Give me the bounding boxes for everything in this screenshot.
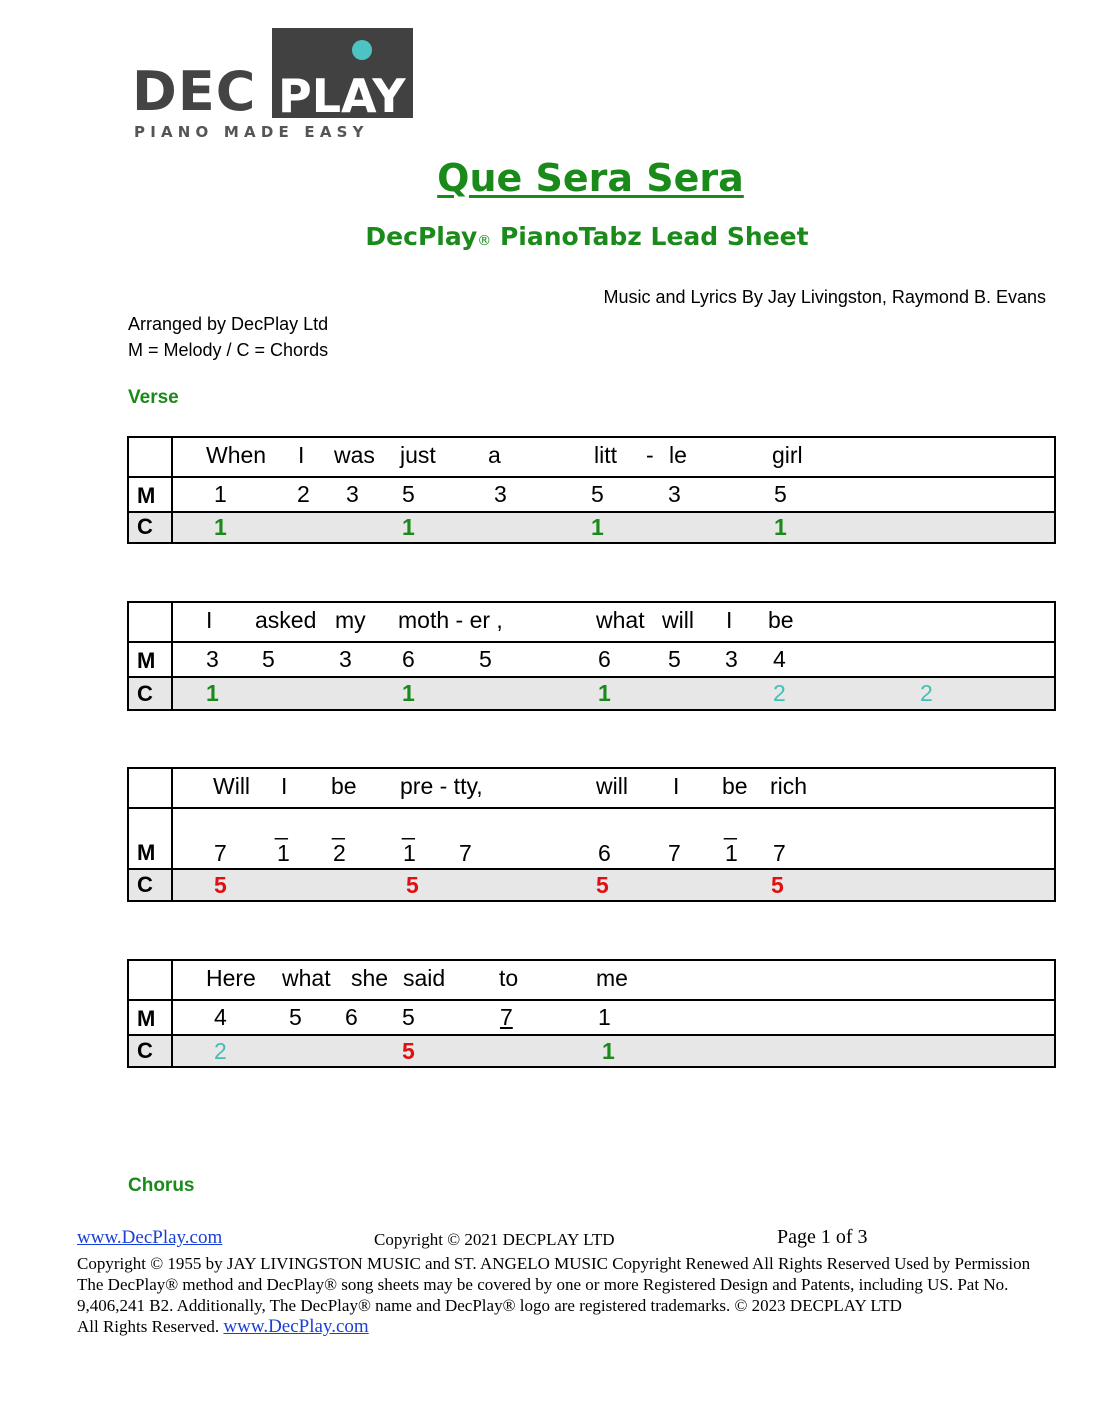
melody-note: 4 — [773, 646, 786, 672]
melody-note: 1 — [725, 840, 738, 866]
row-label-empty — [129, 769, 173, 807]
lyric: will — [662, 607, 694, 633]
song-title: Que Sera Sera — [437, 156, 744, 200]
lyrics-row — [129, 961, 1054, 1001]
tab-table-3 — [127, 767, 1056, 902]
lyric: moth - er , — [398, 607, 503, 633]
registered-mark: ® — [477, 233, 492, 249]
melody-row — [129, 809, 1054, 870]
melody-note: 1 — [598, 1004, 611, 1030]
high-octave-bar: _ — [275, 814, 288, 840]
lyric: what — [596, 607, 645, 633]
music-credits: Music and Lyrics By Jay Livingston, Raymond B. Evans — [603, 287, 1046, 307]
section-verse: Verse — [128, 387, 179, 408]
melody-note: 3 — [206, 646, 219, 672]
melody-note: 7 — [773, 840, 786, 866]
melody-label: M — [137, 648, 156, 673]
logo-play-text: PLAY — [278, 69, 406, 123]
high-octave-bar: _ — [332, 814, 345, 840]
lyric: what — [282, 965, 331, 991]
chord-number: 5 — [402, 1038, 415, 1064]
subtitle-brand: DecPlay — [365, 222, 478, 251]
melody-note: 5 — [479, 646, 492, 672]
lyric: will — [596, 773, 628, 799]
lyric: just — [400, 442, 436, 468]
lyric: pre - tty, — [400, 773, 483, 799]
melody-note-low: 7 — [500, 1004, 513, 1030]
row-label-chords — [129, 1036, 173, 1066]
melody-note: 6 — [598, 646, 611, 672]
melody-note: 5 — [591, 481, 604, 507]
lyric: my — [335, 607, 366, 633]
row-label-chords — [129, 678, 173, 709]
row-label-melody — [129, 643, 173, 676]
chord-number: 1 — [774, 514, 787, 540]
row-label-chords — [129, 513, 173, 542]
melody-note: 2 — [333, 840, 346, 866]
lyric: she — [351, 965, 389, 991]
melody-row — [129, 643, 1054, 678]
chord-number: 1 — [602, 1038, 615, 1064]
lyric: me — [596, 965, 628, 991]
chord-number: 5 — [406, 872, 419, 898]
chords-label: C — [137, 681, 153, 706]
melody-note: 3 — [339, 646, 352, 672]
melody-note: 5 — [402, 1004, 415, 1030]
row-label-empty — [129, 438, 173, 476]
lyric: girl — [772, 442, 803, 468]
row-label-empty — [129, 603, 173, 641]
row-label-melody — [129, 478, 173, 511]
section-chorus: Chorus — [128, 1175, 195, 1196]
melody-chords-legend: M = Melody / C = Chords — [128, 340, 329, 360]
lyrics-row — [129, 769, 1054, 809]
lyric: Here — [206, 965, 256, 991]
row-label-melody — [129, 809, 173, 868]
row-label-empty — [129, 961, 173, 999]
melody-note: 7 — [459, 840, 472, 866]
lyric: I — [673, 773, 680, 799]
lyric: litt — [594, 442, 617, 468]
lyric: le — [669, 442, 687, 468]
lyric: I — [281, 773, 288, 799]
chord-number: 2 — [773, 680, 786, 706]
lyric: - — [646, 442, 654, 468]
lyric: a — [488, 442, 501, 468]
arrangement-info — [128, 311, 328, 363]
chords-row — [129, 1036, 1054, 1066]
tab-table-2 — [127, 601, 1056, 711]
chord-number: 5 — [596, 872, 609, 898]
logo-dot-icon — [352, 40, 372, 60]
melody-note: 7 — [214, 840, 227, 866]
chord-number: 2 — [214, 1038, 227, 1064]
lyric: Will — [213, 773, 251, 799]
row-label-melody — [129, 1001, 173, 1034]
melody-note: 5 — [668, 646, 681, 672]
melody-note: 3 — [725, 646, 738, 672]
page-number: Page 1 of 3 — [777, 1226, 868, 1248]
chord-number: 1 — [598, 680, 611, 706]
tab-table-1 — [127, 436, 1056, 544]
chord-number: 1 — [402, 514, 415, 540]
lyric: I — [206, 607, 213, 633]
lyric: said — [403, 965, 446, 991]
melody-note: 6 — [598, 840, 611, 866]
melody-note: 5 — [402, 481, 415, 507]
melody-note: 5 — [262, 646, 275, 672]
lyric: was — [334, 442, 375, 468]
melody-row — [129, 1001, 1054, 1036]
chord-number: 1 — [214, 514, 227, 540]
lyric: I — [298, 442, 305, 468]
chords-row — [129, 678, 1054, 709]
melody-note: 3 — [494, 481, 507, 507]
lyric: When — [206, 442, 267, 468]
logo-tagline: PIANO MADE EASY — [134, 123, 369, 141]
footer-copyright: Copyright © 2021 DECPLAY LTD — [374, 1230, 615, 1249]
chords-label: C — [137, 872, 153, 897]
melody-label: M — [137, 483, 156, 508]
chord-number: 5 — [771, 872, 784, 898]
lyric: be — [331, 773, 357, 799]
lyric: rich — [770, 773, 808, 799]
melody-note: 7 — [668, 840, 681, 866]
melody-note: 3 — [346, 481, 359, 507]
melody-note: 2 — [297, 481, 310, 507]
rights-line — [77, 1316, 1037, 1337]
chord-number: 1 — [591, 514, 604, 540]
melody-label: M — [137, 1006, 156, 1031]
lyric: I — [726, 607, 733, 633]
lyric: be — [722, 773, 748, 799]
page-footer — [77, 1227, 1037, 1337]
melody-note: 3 — [668, 481, 681, 507]
legal-text: Copyright © 1955 by JAY LIVINGSTON MUSIC and ST. ANGELO MUSIC Copyright Renewed All Rights Reserved Used by Permission The DecPlay® method and DecPlay® song sheets may be covered by one or more Registered Design and Patents, including US. Pat No. 9,406,241 B2. Additionally, The DecPlay® name and DecPlay® logo are registered trademarks. © 2023 DECPLAY LTD — [77, 1254, 1031, 1315]
decplay-logo — [132, 28, 422, 140]
logo-dec-text: DEC — [132, 60, 257, 123]
chord-number: 2 — [920, 680, 933, 706]
chord-number: 1 — [402, 680, 415, 706]
melody-note: 6 — [345, 1004, 358, 1030]
tab-table-4 — [127, 959, 1056, 1068]
melody-note: 1 — [277, 840, 290, 866]
row-label-chords — [129, 870, 173, 900]
melody-note: 5 — [289, 1004, 302, 1030]
website-link-bottom[interactable]: www.DecPlay.com — [223, 1316, 369, 1337]
chords-label: C — [137, 1038, 153, 1063]
chords-row — [129, 870, 1054, 900]
melody-note: 1 — [214, 481, 227, 507]
lyrics-row — [129, 438, 1054, 478]
melody-note: 4 — [214, 1004, 227, 1030]
high-octave-bar: _ — [402, 814, 415, 840]
lyric: asked — [255, 607, 317, 633]
melody-row — [129, 478, 1054, 513]
lyric: to — [499, 965, 519, 991]
melody-note: 1 — [403, 840, 416, 866]
melody-note: 5 — [774, 481, 787, 507]
chord-number: 5 — [214, 872, 227, 898]
melody-label: M — [137, 840, 156, 865]
melody-note: 6 — [402, 646, 415, 672]
chords-row — [129, 513, 1054, 542]
arranged-by: Arranged by DecPlay Ltd — [128, 314, 329, 334]
sheet-subtitle — [0, 222, 1101, 251]
chord-number: 1 — [206, 680, 219, 706]
lyrics-row — [129, 603, 1054, 643]
high-octave-bar: _ — [724, 814, 737, 840]
lyric: be — [768, 607, 794, 633]
rights-text: All Rights Reserved. — [77, 1317, 224, 1336]
website-link[interactable]: www.DecPlay.com — [77, 1227, 223, 1248]
subtitle-rest: PianoTabz Lead Sheet — [491, 222, 809, 251]
chords-label: C — [137, 514, 153, 539]
